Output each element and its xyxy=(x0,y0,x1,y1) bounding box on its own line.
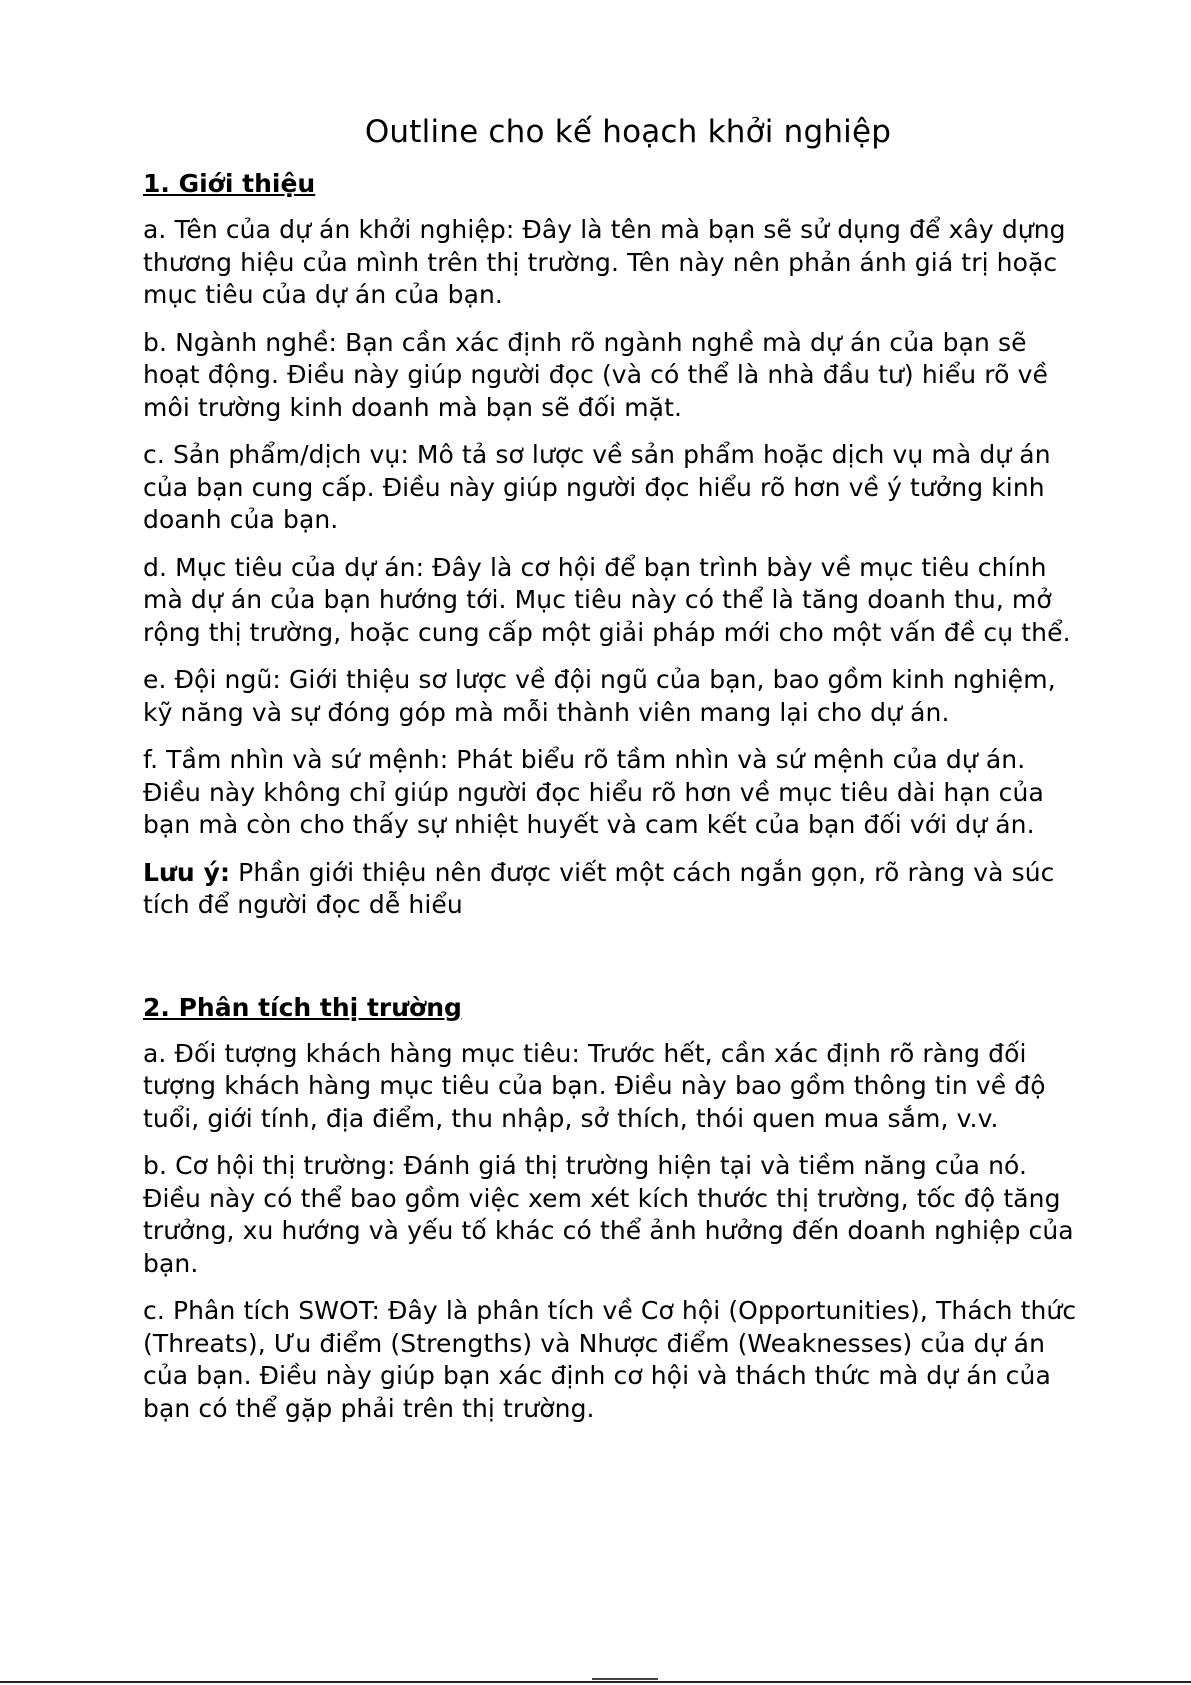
note-label: Lưu ý: xyxy=(143,857,231,887)
paragraph-swot-analysis: c. Phân tích SWOT: Đây là phân tích về Cơ hội (Opportunities), Thách thức (Threats), Ưu điểm (Strengths) và Nhược điểm (Weaknesses) của dự án của bạn. Điều này giúp bạn xác định cơ hội và thách thức mà dự án của bạn có thể gặp phải trên thị trường. xyxy=(143,1296,1077,1423)
note-text: Phần giới thiệu nên được viết một cách ngắn gọn, rõ ràng và súc tích để người đọc dễ hiểu xyxy=(143,857,1055,919)
paragraph-team: e. Đội ngũ: Giới thiệu sơ lược về đội ngũ của bạn, bao gồm kinh nghiệm, kỹ năng và sự đóng góp mà mỗi thành viên mang lại cho dự án. xyxy=(143,665,1056,727)
page-bottom-rule-mark xyxy=(592,1678,658,1680)
section-heading: 2. Phân tích thị trường xyxy=(143,992,462,1022)
section-spacer xyxy=(143,937,1083,992)
paragraph-industry: b. Ngành nghề: Bạn cần xác định rõ ngành nghề mà dự án của bạn sẽ hoạt động. Điều này giúp người đọc (và có thể là nhà đầu tư) hiểu rõ về môi trường kinh doanh mà bạn sẽ đối mặt. xyxy=(143,327,1048,422)
note-paragraph xyxy=(143,857,1083,922)
paragraph-products-services: c. Sản phẩm/dịch vụ: Mô tả sơ lược về sản phẩm hoặc dịch vụ mà dự án của bạn cung cấp. Điều này giúp người đọc hiểu rõ hơn về ý tưởng kinh doanh của bạn. xyxy=(143,440,1051,534)
paragraph-market-opportunity: b. Cơ hội thị trường: Đánh giá thị trường hiện tại và tiềm năng của nó. Điều này có thể bao gồm việc xem xét kích thước thị trường, tốc độ tăng trưởng, xu hướng và yếu tố khác có thể ảnh hưởng đến doanh nghiệp của bạn. xyxy=(143,1151,1074,1278)
paragraph-target-customers: a. Đối tượng khách hàng mục tiêu: Trước hết, cần xác định rõ ràng đối tượng khách hàng mục tiêu của bạn. Điều này bao gồm thông tin về độ tuổi, giới tính, địa điểm, thu nhập, sở thích, thói quen mua sắm, v.v. xyxy=(143,1038,1046,1133)
paragraph-vision-mission: f. Tầm nhìn và sứ mệnh: Phát biểu rõ tầm nhìn và sứ mệnh của dự án. Điều này không chỉ giúp người đọc hiểu rõ hơn về mục tiêu dài hạn của bạn mà còn cho thấy sự nhiệt huyết và cam kết của bạn đối với dự án. xyxy=(143,745,1044,839)
section-market-analysis xyxy=(143,992,1083,1426)
page-bottom-rule xyxy=(0,1681,1191,1683)
section-introduction xyxy=(143,168,1083,922)
section-heading: 1. Giới thiệu xyxy=(143,169,316,198)
paragraph-project-name: a. Tên của dự án khởi nghiệp: Đây là tên mà bạn sẽ sử dụng để xây dựng thương hiệu của mình trên thị trường. Tên này nên phản ánh giá trị hoặc mục tiêu của dự án của bạn. xyxy=(143,215,1066,309)
paragraph-project-goals: d. Mục tiêu của dự án: Đây là cơ hội để bạn trình bày về mục tiêu chính mà dự án của bạn hướng tới. Mục tiêu này có thể là tăng doanh thu, mở rộng thị trường, hoặc cung cấp một giải pháp mới cho một vấn đề cụ thể. xyxy=(143,552,1071,647)
document-title: Outline cho kế hoạch khởi nghiệp xyxy=(364,114,892,150)
document-page xyxy=(143,108,1083,1440)
